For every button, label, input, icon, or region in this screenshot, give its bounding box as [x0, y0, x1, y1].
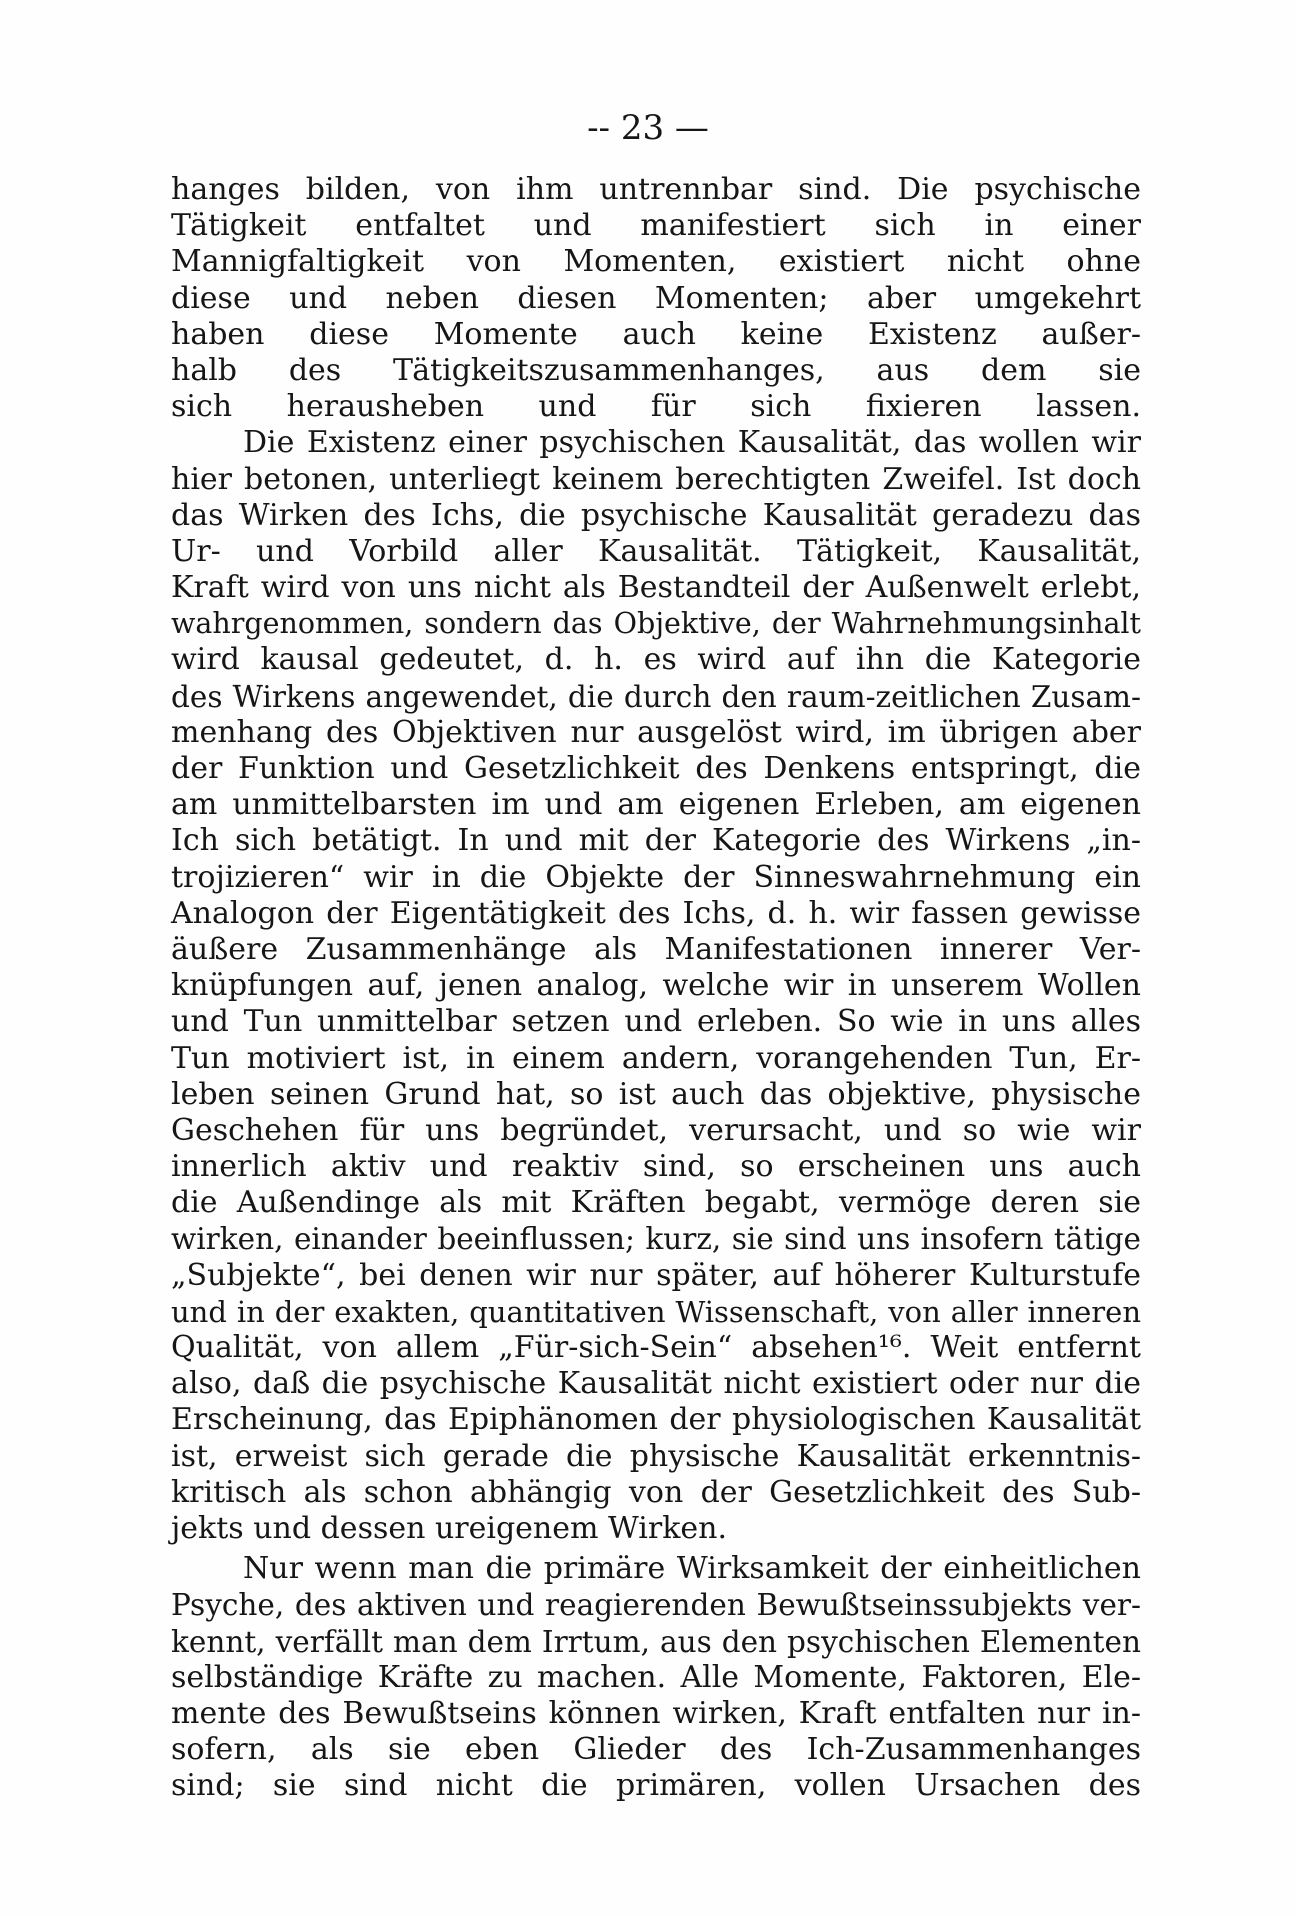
text-line: innerlich aktiv und reaktiv sind, so erscheinen uns auch — [171, 1149, 1141, 1185]
text-line: sich herausheben und für sich fixieren lassen. — [171, 389, 1141, 425]
text-line: sind; sie sind nicht die primären, vollen Ursachen des — [171, 1768, 1141, 1804]
text-line: „Subjekte“, bei denen wir nur später, auf höherer Kulturstufe — [171, 1257, 1141, 1293]
text-line: ist, erweist sich gerade die physische Kausalität erkenntnis- — [171, 1438, 1141, 1474]
text-line: Analogon der Eigentätigkeit des Ichs, d. h. wir fassen gewisse — [171, 895, 1141, 931]
text-line: kennt, verfällt man dem Irrtum, aus den psychischen Elementen — [171, 1624, 1141, 1659]
text-line: knüpfungen auf, jenen analog, welche wir in unserem Wollen — [171, 968, 1141, 1004]
text-line: das Wirken des Ichs, die psychische Kausalität geradezu das — [171, 497, 1141, 533]
paragraph-start-line: Die Existenz einer psychischen Kausalität, das wollen wir — [243, 425, 1141, 461]
text-line: Ich sich betätigt. In und mit der Kategorie des Wirkens „in- — [171, 823, 1141, 859]
text-line: leben seinen Grund hat, so ist auch das objektive, physische — [171, 1076, 1141, 1112]
text-line: mente des Bewußtseins können wirken, Kraft entfalten nur in- — [171, 1695, 1141, 1731]
text-line: also, daß die psychische Kausalität nicht existiert oder nur die — [171, 1366, 1141, 1402]
text-line: und Tun unmittelbar setzen und erleben. So wie in uns alles — [171, 1004, 1141, 1040]
text-line: und in der exakten, quantitativen Wissenschaft, von aller inneren — [171, 1294, 1141, 1329]
text-line: am unmittelbarsten im und am eigenen Erleben, am eigenen — [171, 787, 1141, 823]
text-line: haben diese Momente auch keine Existenz außer- — [171, 316, 1141, 352]
text-line: diese und neben diesen Momenten; aber umgekehrt — [171, 280, 1141, 316]
text-line: menhang des Objektiven nur ausgelöst wird, im übrigen aber — [171, 714, 1141, 750]
text-line: Geschehen für uns begründet, verursacht, und so wie wir — [171, 1112, 1141, 1148]
text-line: äußere Zusammenhänge als Manifestationen innerer Ver- — [171, 931, 1141, 967]
text-line: Psyche, des aktiven und reagierenden Bewußtseinssubjekts ver- — [171, 1588, 1141, 1623]
text-line: des Wirkens angewendet, die durch den raum-zeitlichen Zusam- — [171, 679, 1141, 714]
text-line: die Außendinge als mit Kräften begabt, vermöge deren sie — [171, 1185, 1141, 1221]
text-line: hier betonen, unterliegt keinem berechtigten Zweifel. Ist doch — [171, 461, 1141, 497]
text-line: wirken, einander beeinflussen; kurz, sie sind uns insofern tätige — [171, 1222, 1141, 1257]
text-line: hanges bilden, von ihm untrennbar sind. Die psychische — [171, 172, 1141, 207]
text-line: halb des Tätigkeitszusammenhanges, aus dem sie — [171, 352, 1141, 388]
text-line: Tätigkeit entfaltet und manifestiert sich in einer — [171, 208, 1141, 244]
text-line: wird kausal gedeutet, d. h. es wird auf ihn die Kategorie — [171, 642, 1141, 678]
text-line: Tun motiviert ist, in einem andern, vorangehenden Tun, Er- — [171, 1040, 1141, 1076]
paragraph-end-line: jekts und dessen ureigenem Wirken. — [171, 1510, 728, 1546]
text-line: kritisch als schon abhängig von der Gesetzlichkeit des Sub- — [171, 1474, 1141, 1510]
page-number: -- 23 — — [587, 108, 709, 148]
text-line: sofern, als sie eben Glieder des Ich-Zusammenhanges — [171, 1732, 1141, 1768]
text-line: der Funktion und Gesetzlichkeit des Denkens entspringt, die — [171, 751, 1141, 786]
text-line: Qualität, von allem „Für-sich-Sein“ absehen¹⁶. Weit entfernt — [171, 1330, 1141, 1365]
paragraph-start-line: Nur wenn man die primäre Wirksamkeit der einheitlichen — [243, 1551, 1141, 1587]
text-line: wahrgenommen, sondern das Objektive, der Wahrnehmungsinhalt — [171, 607, 1141, 641]
body-text — [171, 172, 1141, 1804]
text-line: selbständige Kräfte zu machen. Alle Momente, Faktoren, Ele- — [171, 1659, 1141, 1695]
text-line: Erscheinung, das Epiphänomen der physiologischen Kausalität — [171, 1402, 1141, 1438]
text-line: Mannigfaltigkeit von Momenten, existiert nicht ohne — [171, 244, 1141, 280]
text-line: trojizieren“ wir in die Objekte der Sinneswahrnehmung ein — [171, 859, 1141, 895]
text-line: Ur- und Vorbild aller Kausalität. Tätigkeit, Kausalität, — [171, 533, 1141, 569]
text-line: Kraft wird von uns nicht als Bestandteil der Außenwelt erlebt, — [171, 570, 1141, 606]
